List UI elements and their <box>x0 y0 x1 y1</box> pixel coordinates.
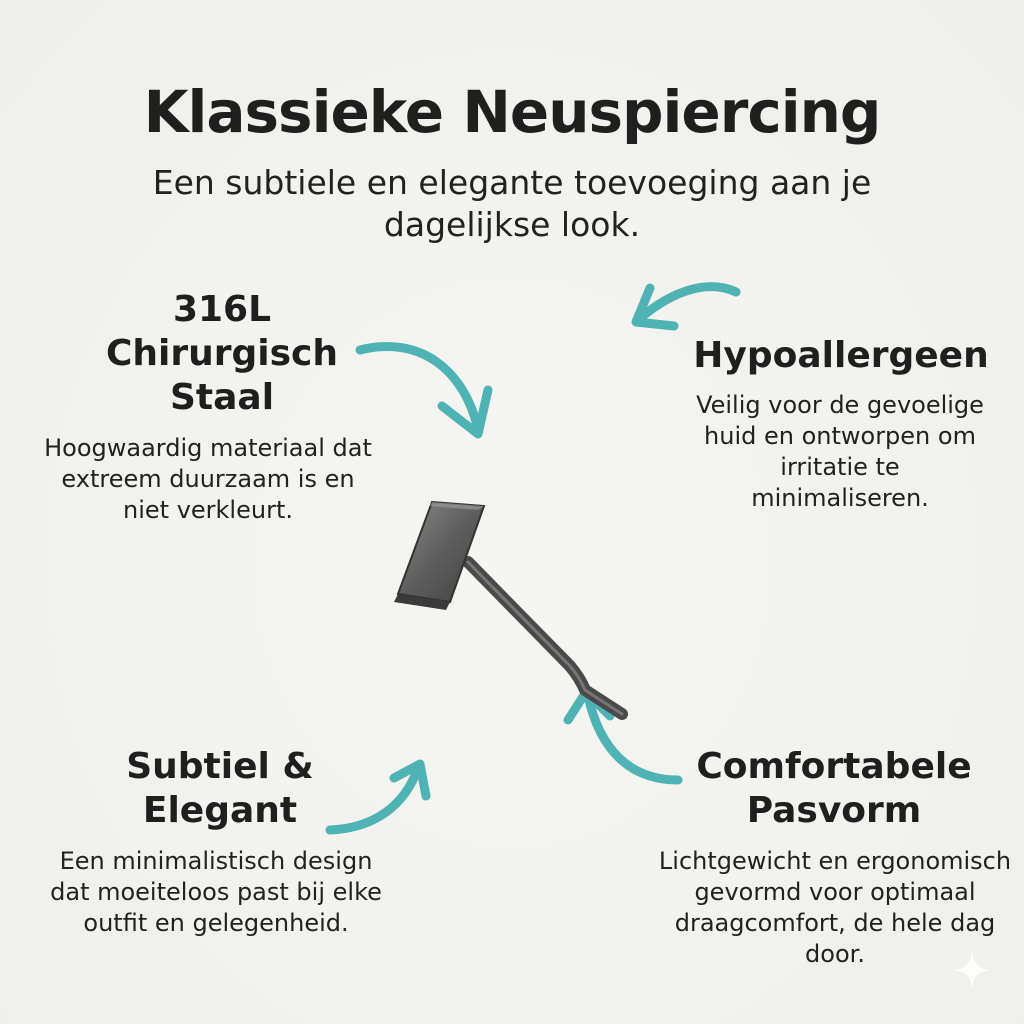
curved-arrow-icon <box>350 330 510 460</box>
sparkle-icon <box>952 950 992 990</box>
curved-arrow-icon <box>320 750 440 840</box>
feature-desc-hypoallergenic: Veilig voor de gevoelige huid en ontworpen om irritatie te minimaliseren. <box>696 391 984 512</box>
feature-desc-material: Hoogwaardig materiaal dat extreem duurzaam is en niet verkleurt. <box>44 434 372 524</box>
feature-title-hypoallergenic: Hypoallergeen <box>693 335 989 376</box>
feature-desc-subtle: Een minimalistisch design dat moeiteloos past bij elke outfit en gelegenheid. <box>50 847 382 937</box>
nose-stud-image <box>380 490 640 730</box>
feature-desc-comfort: Lichtgewicht en ergonomisch gevormd voor optimaal draagcomfort, de hele dag door. <box>658 847 1012 968</box>
feature-title-subtle: Subtiel & Elegant <box>126 746 314 831</box>
page-subtitle: Een subtiele en elegante toevoeging aan je dagelijkse look. <box>152 163 872 244</box>
page-title: Klassieke Neuspiercing <box>143 78 881 146</box>
curved-arrow-icon <box>620 270 760 350</box>
feature-title-comfort: Comfortabele Pasvorm <box>696 746 972 831</box>
feature-title-material: 316L Chirurgisch Staal <box>105 289 339 418</box>
